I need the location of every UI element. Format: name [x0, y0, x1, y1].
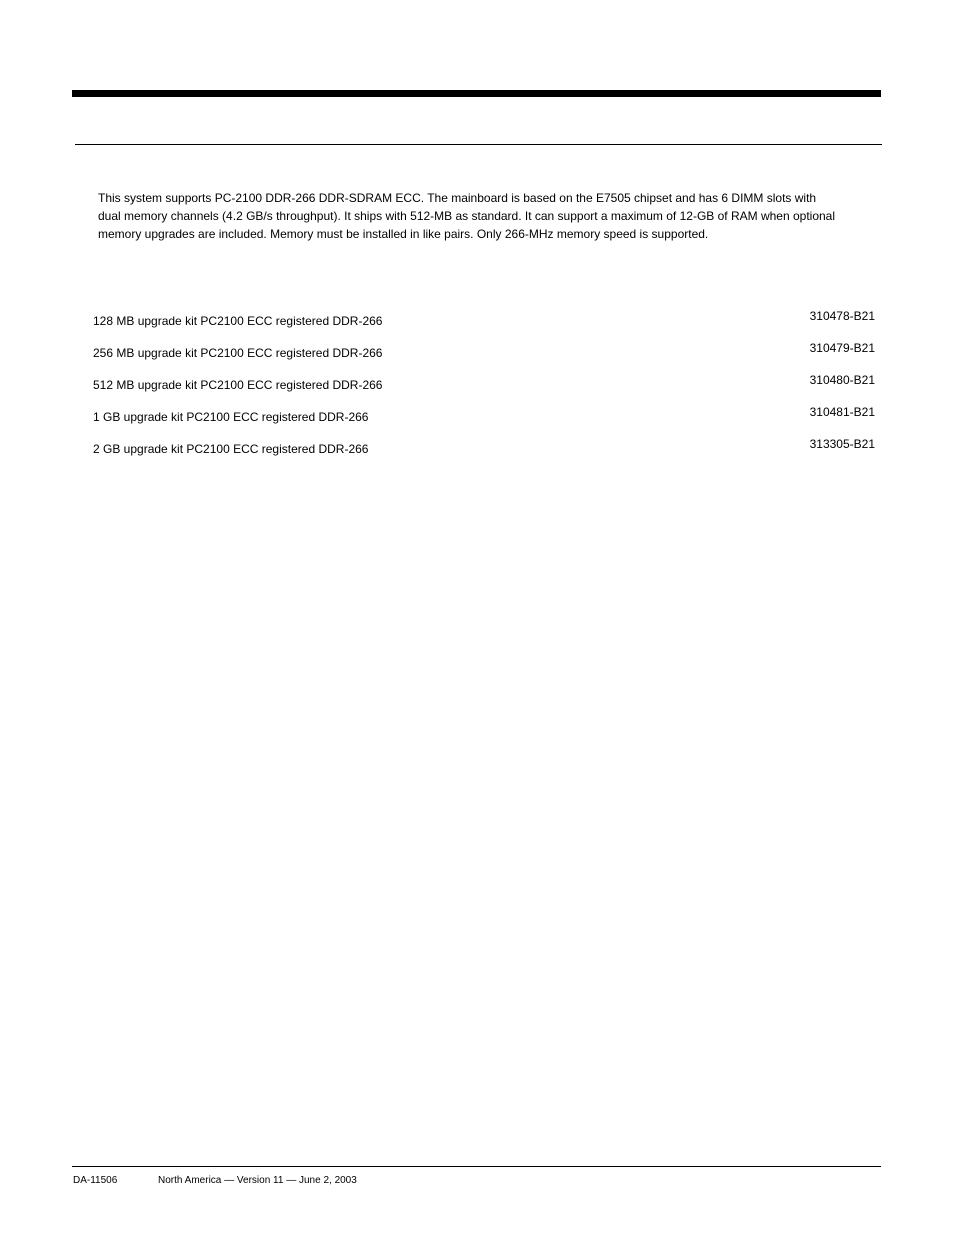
option-row-256mb	[93, 341, 875, 361]
option-description: 2 GB upgrade kit PC2100 ECC registered DDR-266	[93, 442, 369, 456]
option-description: 256 MB upgrade kit PC2100 ECC registered DDR-266	[93, 346, 383, 360]
option-row-1gb	[93, 405, 875, 425]
footer-rule	[72, 1166, 881, 1167]
option-row-128mb	[93, 309, 875, 329]
option-part-number: 310479-B21	[809, 341, 875, 355]
memory-intro-paragraph: This system supports PC-2100 DDR-266 DDR-SDRAM ECC. The mainboard is based on the E7505 chipset and has 6 DIMM slots with dual memory channels (4.2 GB/s throughput). It ships with 512-MB as standard. It can support a maximum of 12-GB of RAM when optional memory upgrades are included. Memory must be installed in like pairs. Only 266-MHz memory speed is supported.	[98, 191, 836, 241]
option-part-number: 310481-B21	[809, 405, 875, 419]
option-description: 512 MB upgrade kit PC2100 ECC registered DDR-266	[93, 378, 383, 392]
option-row-512mb	[93, 373, 875, 393]
option-part-number: 310478-B21	[809, 309, 875, 323]
header-thick-rule	[72, 90, 881, 97]
footer-document-number: DA-11506	[73, 1175, 118, 1186]
option-part-number: 310480-B21	[809, 373, 875, 387]
option-part-number: 313305-B21	[809, 437, 875, 451]
option-description: 128 MB upgrade kit PC2100 ECC registered DDR-266	[93, 314, 383, 328]
footer-version-date: North America — Version 11 — June 2, 2003	[158, 1175, 357, 1186]
option-row-2gb	[93, 437, 875, 457]
header-thin-rule	[75, 144, 882, 145]
option-description: 1 GB upgrade kit PC2100 ECC registered DDR-266	[93, 410, 369, 424]
